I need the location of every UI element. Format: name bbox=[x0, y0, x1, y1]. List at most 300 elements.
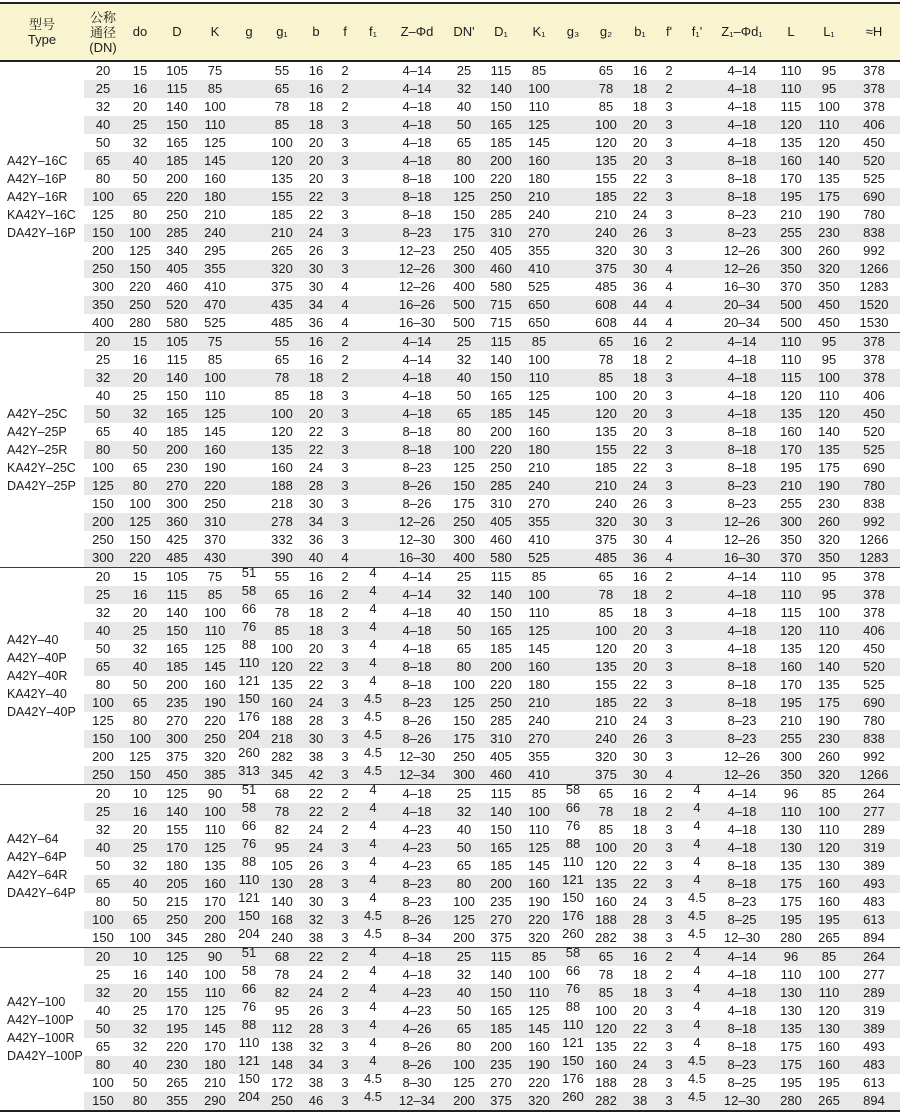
cell-K1: 210 bbox=[520, 188, 558, 206]
cell-f: 3 bbox=[341, 1003, 349, 1018]
spec-row bbox=[0, 188, 900, 206]
cell-K: 160 bbox=[196, 875, 234, 893]
cell-f1 bbox=[358, 495, 388, 513]
cell-b: 22 bbox=[300, 948, 332, 967]
dn-header-line1: 公称 bbox=[89, 9, 116, 25]
cell-K1: 270 bbox=[528, 496, 550, 511]
cell-f1-prime bbox=[682, 604, 712, 622]
cell-f: 2 bbox=[332, 948, 358, 967]
cell-approx-H: 406 bbox=[863, 388, 885, 403]
cell-g1: 278 bbox=[264, 513, 300, 531]
cell-f1-prime bbox=[682, 966, 712, 984]
cell-b: 22 bbox=[308, 786, 324, 801]
cell-f: 3 bbox=[341, 641, 349, 656]
cell-g3 bbox=[558, 495, 588, 513]
raised-value: 4 bbox=[369, 640, 377, 652]
cell-f1-prime bbox=[682, 622, 712, 640]
cell-b1: 26 bbox=[624, 730, 656, 748]
raised-value: 4 bbox=[693, 1002, 701, 1014]
cell-approx-H: 319 bbox=[848, 839, 900, 857]
col-header-dn-prime: DN' bbox=[446, 3, 482, 61]
raised-value: 76 bbox=[241, 839, 257, 851]
cell-L: 195 bbox=[780, 1075, 802, 1090]
model-label: KA42Y–40 bbox=[7, 687, 67, 701]
cell-b: 22 bbox=[300, 803, 332, 821]
cell-b1: 20 bbox=[632, 135, 648, 150]
cell-dn: 25 bbox=[95, 352, 111, 367]
spec-row bbox=[0, 170, 900, 188]
cell-L1: 110 bbox=[818, 822, 840, 837]
cell-g1: 68 bbox=[264, 948, 300, 967]
cell-dn-prime: 500 bbox=[453, 315, 475, 330]
cell-b: 24 bbox=[300, 694, 332, 712]
model-label: A42Y–64 bbox=[7, 832, 59, 846]
cell-g3 bbox=[558, 766, 588, 785]
raised-value: 4 bbox=[369, 676, 377, 688]
cell-g bbox=[234, 766, 264, 785]
cell-f: 3 bbox=[341, 135, 349, 150]
cell-f: 2 bbox=[341, 605, 349, 620]
cell-L: 255 bbox=[772, 224, 810, 242]
cell-L: 160 bbox=[772, 152, 810, 170]
cell-dn-prime: 50 bbox=[446, 116, 482, 134]
cell-f: 3 bbox=[341, 171, 349, 186]
cell-g3 bbox=[558, 477, 588, 495]
cell-K1: 180 bbox=[528, 171, 550, 186]
cell-z-phid: 8–23 bbox=[388, 694, 446, 712]
cell-f1 bbox=[358, 748, 388, 766]
cell-b1: 16 bbox=[632, 786, 648, 801]
cell-dn-prime: 300 bbox=[453, 532, 475, 547]
cell-dn-prime: 65 bbox=[456, 135, 472, 150]
cell-L1: 100 bbox=[818, 967, 840, 982]
cell-z1-phid1: 8–18 bbox=[712, 152, 772, 170]
cell-dn: 80 bbox=[95, 677, 111, 692]
cell-D1: 310 bbox=[482, 224, 520, 242]
cell-approx-H: 277 bbox=[848, 803, 900, 821]
cell-dn-prime: 125 bbox=[446, 188, 482, 206]
cell-dn: 100 bbox=[92, 460, 114, 475]
cell-do: 220 bbox=[129, 279, 151, 294]
cell-dn: 100 bbox=[84, 911, 122, 929]
cell-f1-prime bbox=[682, 821, 712, 839]
cell-b1: 22 bbox=[624, 188, 656, 206]
raised-value: 4.5 bbox=[687, 911, 707, 923]
cell-D1: 250 bbox=[490, 460, 512, 475]
raised-value: 4 bbox=[369, 567, 377, 580]
col-header-g: g bbox=[234, 3, 264, 61]
cell-K: 90 bbox=[207, 786, 223, 801]
cell-b1: 24 bbox=[632, 207, 648, 222]
cell-f1-prime bbox=[682, 803, 712, 821]
cell-z-phid: 8–18 bbox=[402, 171, 432, 186]
cell-L: 195 bbox=[772, 188, 810, 206]
cell-D1: 115 bbox=[482, 333, 520, 352]
cell-g2: 120 bbox=[595, 641, 617, 656]
raised-value: 4.5 bbox=[363, 1074, 383, 1086]
cell-g2: 375 bbox=[588, 260, 624, 278]
cell-L1: 350 bbox=[810, 549, 848, 568]
col-header-z1-phid1: Z₁–Φd₁ bbox=[712, 3, 772, 61]
cell-K: 110 bbox=[196, 622, 234, 640]
cell-K: 160 bbox=[204, 171, 226, 186]
cell-D: 185 bbox=[166, 424, 188, 439]
model-label: A42Y–40 bbox=[7, 633, 59, 647]
cell-K: 310 bbox=[196, 513, 234, 531]
cell-do: 40 bbox=[122, 152, 158, 170]
raised-value: 4 bbox=[693, 1038, 701, 1050]
cell-z1-phid1: 8–18 bbox=[727, 677, 757, 692]
cell-z1-phid1: 4–18 bbox=[712, 984, 772, 1002]
cell-f1-prime bbox=[682, 893, 712, 911]
cell-f1-prime bbox=[682, 694, 712, 712]
cell-g2: 188 bbox=[595, 1075, 617, 1090]
cell-g1: 435 bbox=[264, 296, 300, 314]
cell-f-prime: 2 bbox=[656, 586, 682, 604]
cell-K: 75 bbox=[207, 569, 223, 584]
cell-L: 210 bbox=[780, 207, 802, 222]
cell-z-phid: 8–26 bbox=[402, 496, 432, 511]
cell-D1: 200 bbox=[490, 424, 512, 439]
cell-f-prime: 3 bbox=[665, 388, 673, 403]
cell-g bbox=[234, 640, 264, 658]
spec-row bbox=[0, 568, 900, 587]
cell-f-prime: 3 bbox=[656, 1020, 682, 1038]
model-label: KA42Y–25C bbox=[7, 461, 76, 475]
cell-z1-phid1: 4–18 bbox=[727, 352, 757, 367]
cell-f1 bbox=[358, 929, 388, 948]
cell-K: 100 bbox=[196, 369, 234, 387]
cell-f1 bbox=[358, 459, 388, 477]
cell-g2: 485 bbox=[595, 279, 617, 294]
cell-g bbox=[234, 586, 264, 604]
cell-g3 bbox=[558, 459, 588, 477]
cell-do: 80 bbox=[122, 1092, 158, 1111]
cell-b: 40 bbox=[300, 549, 332, 568]
cell-g bbox=[234, 984, 264, 1002]
cell-g1: 250 bbox=[264, 1092, 300, 1111]
raised-value: 4 bbox=[693, 803, 701, 815]
cell-L: 300 bbox=[780, 749, 802, 764]
cell-f1 bbox=[358, 839, 388, 857]
cell-do: 25 bbox=[122, 622, 158, 640]
cell-g2: 65 bbox=[598, 569, 614, 584]
cell-g bbox=[234, 948, 264, 967]
cell-g2: 210 bbox=[595, 207, 617, 222]
cell-f1-prime bbox=[682, 586, 712, 604]
cell-do: 20 bbox=[132, 605, 148, 620]
cell-dn: 250 bbox=[84, 766, 122, 785]
catalog-page bbox=[0, 2, 900, 1112]
raised-value: 4.5 bbox=[363, 929, 383, 941]
cell-approx-H: 690 bbox=[848, 188, 900, 206]
cell-K: 160 bbox=[204, 677, 226, 692]
cell-dn: 25 bbox=[95, 967, 111, 982]
cell-K: 125 bbox=[204, 1003, 226, 1018]
cell-g3 bbox=[558, 1020, 588, 1038]
cell-z1-phid1: 8–18 bbox=[712, 1020, 772, 1038]
cell-L: 175 bbox=[772, 875, 810, 893]
cell-g2: 375 bbox=[595, 532, 617, 547]
cell-f: 3 bbox=[332, 1020, 358, 1038]
cell-do: 150 bbox=[122, 260, 158, 278]
cell-dn: 150 bbox=[92, 930, 114, 945]
cell-L: 120 bbox=[780, 388, 802, 403]
model-label: A42Y–16C bbox=[7, 154, 68, 168]
raised-value: 4 bbox=[369, 821, 377, 833]
cell-K1: 85 bbox=[520, 333, 558, 352]
cell-D: 105 bbox=[166, 569, 188, 584]
cell-D1: 250 bbox=[482, 188, 520, 206]
cell-D1: 405 bbox=[490, 749, 512, 764]
cell-L: 300 bbox=[780, 243, 802, 258]
cell-approx-H: 992 bbox=[863, 243, 885, 258]
cell-dn: 20 bbox=[84, 333, 122, 352]
cell-g2: 120 bbox=[588, 1020, 624, 1038]
model-label: A42Y–25R bbox=[7, 443, 68, 457]
raised-value: 66 bbox=[565, 966, 581, 978]
cell-L: 280 bbox=[780, 930, 802, 945]
raised-value: 76 bbox=[565, 821, 581, 833]
cell-g bbox=[234, 911, 264, 929]
cell-b: 32 bbox=[300, 911, 332, 929]
cell-g3 bbox=[558, 333, 588, 352]
cell-f-prime: 3 bbox=[656, 441, 682, 459]
cell-b1: 20 bbox=[632, 388, 648, 403]
cell-D: 340 bbox=[166, 243, 188, 258]
cell-b1: 36 bbox=[624, 549, 656, 568]
raised-value: 4 bbox=[369, 875, 377, 887]
cell-do: 25 bbox=[122, 839, 158, 857]
cell-z-phid: 12–26 bbox=[388, 260, 446, 278]
model-group-4 bbox=[0, 785, 900, 948]
cell-g1: 218 bbox=[264, 730, 300, 748]
cell-g bbox=[234, 893, 264, 911]
cell-D: 300 bbox=[158, 730, 196, 748]
raised-value: 4 bbox=[693, 1020, 701, 1032]
cell-z-phid: 12–34 bbox=[388, 766, 446, 785]
spec-row bbox=[0, 405, 900, 423]
spec-row bbox=[0, 152, 900, 170]
raised-value: 58 bbox=[241, 803, 257, 815]
cell-z-phid: 8–23 bbox=[402, 460, 432, 475]
cell-f-prime: 3 bbox=[656, 224, 682, 242]
cell-L1: 190 bbox=[818, 207, 840, 222]
cell-K1: 145 bbox=[528, 641, 550, 656]
cell-K: 90 bbox=[196, 948, 234, 967]
cell-z1-phid1: 20–34 bbox=[723, 315, 761, 330]
cell-f1-prime bbox=[682, 984, 712, 1002]
cell-dn: 100 bbox=[84, 188, 122, 206]
spec-row bbox=[0, 948, 900, 967]
cell-f-prime: 3 bbox=[656, 839, 682, 857]
cell-dn: 40 bbox=[84, 622, 122, 640]
cell-b1: 20 bbox=[624, 658, 656, 676]
cell-z1-phid1: 4–14 bbox=[727, 63, 757, 78]
cell-do: 50 bbox=[132, 677, 148, 692]
cell-dn-prime: 80 bbox=[456, 424, 472, 439]
cell-g2: 100 bbox=[595, 388, 617, 403]
model-labels-group-5 bbox=[0, 948, 84, 1112]
cell-z-phid: 4–18 bbox=[388, 369, 446, 387]
cell-D: 405 bbox=[158, 260, 196, 278]
cell-dn-prime: 25 bbox=[446, 333, 482, 352]
cell-g bbox=[234, 785, 264, 804]
cell-f: 3 bbox=[341, 930, 349, 945]
cell-b1: 18 bbox=[632, 352, 648, 367]
cell-f1-prime bbox=[682, 857, 712, 875]
cell-do: 65 bbox=[132, 460, 148, 475]
model-label: A42Y–64P bbox=[7, 850, 67, 864]
cell-g3 bbox=[558, 152, 588, 170]
cell-L: 110 bbox=[780, 967, 802, 982]
cell-f1 bbox=[358, 622, 388, 640]
cell-g bbox=[234, 1056, 264, 1074]
cell-approx-H: 450 bbox=[863, 641, 885, 656]
model-labels-group-4 bbox=[0, 785, 84, 948]
cell-L1: 350 bbox=[818, 279, 840, 294]
raised-value: 150 bbox=[562, 893, 584, 905]
cell-dn-prime: 25 bbox=[446, 948, 482, 967]
cell-g1: 55 bbox=[264, 333, 300, 352]
cell-f-prime: 3 bbox=[665, 749, 673, 764]
cell-b1: 20 bbox=[624, 152, 656, 170]
cell-L: 160 bbox=[780, 424, 802, 439]
cell-K: 75 bbox=[196, 333, 234, 352]
cell-b1: 28 bbox=[632, 1075, 648, 1090]
cell-g1: 78 bbox=[274, 967, 290, 982]
cell-f1 bbox=[358, 242, 388, 260]
cell-D1: 185 bbox=[482, 1020, 520, 1038]
cell-g3 bbox=[558, 170, 588, 188]
cell-b1: 22 bbox=[632, 171, 648, 186]
cell-D: 200 bbox=[166, 677, 188, 692]
col-header-b1: b₁ bbox=[624, 3, 656, 61]
cell-g2: 100 bbox=[588, 622, 624, 640]
cell-f1-prime bbox=[682, 748, 712, 766]
cell-f1 bbox=[358, 188, 388, 206]
cell-b: 22 bbox=[308, 424, 324, 439]
cell-f1-prime bbox=[682, 441, 712, 459]
raised-value: 4 bbox=[369, 839, 377, 851]
cell-g3 bbox=[558, 676, 588, 694]
cell-K: 210 bbox=[204, 207, 226, 222]
spec-row bbox=[0, 658, 900, 676]
spec-row bbox=[0, 242, 900, 260]
cell-do: 150 bbox=[122, 766, 158, 785]
cell-L1: 120 bbox=[818, 641, 840, 656]
spec-row bbox=[0, 314, 900, 333]
cell-dn-prime: 32 bbox=[456, 352, 472, 367]
cell-D1: 250 bbox=[482, 694, 520, 712]
cell-approx-H: 277 bbox=[863, 967, 885, 982]
raised-value: 4 bbox=[693, 966, 701, 978]
cell-L1: 95 bbox=[821, 63, 837, 78]
cell-approx-H: 838 bbox=[848, 224, 900, 242]
cell-L1: 260 bbox=[810, 513, 848, 531]
model-label: A42Y–100P bbox=[7, 1013, 74, 1027]
cell-K1: 110 bbox=[520, 984, 558, 1002]
cell-L1: 265 bbox=[810, 1092, 848, 1111]
cell-D: 485 bbox=[158, 549, 196, 568]
cell-g3 bbox=[558, 929, 588, 948]
cell-approx-H: 525 bbox=[863, 171, 885, 186]
cell-f: 2 bbox=[341, 352, 349, 367]
cell-D: 195 bbox=[158, 1020, 196, 1038]
cell-g3 bbox=[558, 568, 588, 587]
cell-f: 2 bbox=[332, 586, 358, 604]
cell-K: 470 bbox=[196, 296, 234, 314]
cell-f1-prime bbox=[682, 549, 712, 568]
cell-D1: 150 bbox=[490, 605, 512, 620]
cell-f1 bbox=[358, 586, 388, 604]
cell-f1 bbox=[358, 766, 388, 785]
cell-g1: 172 bbox=[271, 1075, 293, 1090]
spec-row bbox=[0, 369, 900, 387]
cell-D1: 200 bbox=[482, 152, 520, 170]
cell-g1: 100 bbox=[264, 405, 300, 423]
cell-f-prime: 3 bbox=[656, 911, 682, 929]
cell-g bbox=[234, 333, 264, 352]
cell-approx-H: 378 bbox=[848, 333, 900, 352]
col-header-g1: g₁ bbox=[264, 3, 300, 61]
cell-f1 bbox=[358, 170, 388, 188]
cell-K: 85 bbox=[196, 80, 234, 98]
cell-L1: 175 bbox=[810, 694, 848, 712]
cell-g2: 135 bbox=[595, 1039, 617, 1054]
cell-b: 28 bbox=[300, 1020, 332, 1038]
cell-f: 3 bbox=[332, 116, 358, 134]
cell-f-prime: 3 bbox=[665, 99, 673, 114]
cell-z1-phid1: 12–26 bbox=[712, 766, 772, 785]
raised-value: 121 bbox=[238, 1056, 260, 1068]
raised-value: 88 bbox=[565, 1002, 581, 1014]
spec-row bbox=[0, 966, 900, 984]
cell-g2: 120 bbox=[595, 135, 617, 150]
cell-z1-phid1: 8–23 bbox=[727, 207, 757, 222]
cell-f-prime: 3 bbox=[656, 116, 682, 134]
cell-D1: 220 bbox=[482, 441, 520, 459]
cell-g2: 65 bbox=[598, 786, 614, 801]
cell-K: 295 bbox=[204, 243, 226, 258]
spec-row bbox=[0, 785, 900, 804]
model-group-2 bbox=[0, 333, 900, 568]
spec-row bbox=[0, 676, 900, 694]
cell-g1: 188 bbox=[264, 477, 300, 495]
cell-K: 145 bbox=[204, 424, 226, 439]
cell-K: 125 bbox=[196, 839, 234, 857]
cell-dn-prime: 150 bbox=[446, 477, 482, 495]
cell-g bbox=[234, 658, 264, 676]
cell-do: 80 bbox=[132, 713, 148, 728]
spec-row bbox=[0, 929, 900, 948]
cell-b: 38 bbox=[308, 749, 324, 764]
cell-D: 140 bbox=[166, 99, 188, 114]
cell-z-phid: 8–26 bbox=[402, 713, 432, 728]
cell-g2: 155 bbox=[595, 677, 617, 692]
cell-K1: 240 bbox=[528, 207, 550, 222]
cell-K1: 85 bbox=[531, 569, 547, 584]
cell-D1: 285 bbox=[490, 207, 512, 222]
cell-g2: 185 bbox=[588, 188, 624, 206]
cell-f1-prime bbox=[682, 1038, 712, 1056]
cell-L: 115 bbox=[780, 605, 802, 620]
cell-dn: 50 bbox=[95, 135, 111, 150]
cell-g1: 168 bbox=[264, 911, 300, 929]
cell-D1: 115 bbox=[482, 948, 520, 967]
cell-g1: 65 bbox=[274, 352, 290, 367]
cell-f: 3 bbox=[341, 207, 349, 222]
